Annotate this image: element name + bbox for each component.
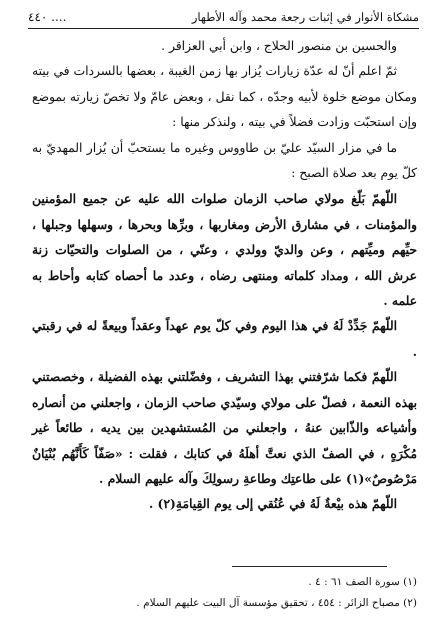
header-dots: .... bbox=[51, 10, 67, 24]
book-title: مشكاة الأنوار في إثبات رجعة محمد وآله الأطهار bbox=[191, 10, 419, 24]
paragraph-2: ثمّ اعلم أنّ له عدّة زيارات يُزار بها زمن الغيبة ، بعضها بالسردات في بيته ومكان موضع خلوة لأبيه وجدّه ، كما نقل ، وبعض عامّ ولا تخصّ زيارته بموضع وإن استحبّت وزادت فضلاً في بيته ، ولنذكر منها : bbox=[32, 64, 417, 130]
running-header bbox=[28, 6, 419, 29]
paragraph-6: اللّهمّ فكما شرّفتني بهذا التشريف ، وفضّلتني بهذه الفضيلة ، وخصصتني بهذه النعمة ، فصلّ على مولاي وسيّدي صاحب الزمان ، واجعلني من أنصاره وأشياعه والذّابين عنهُ ، واجعلني من المُستشهدين بين يديه ، طائعاً غير مُكْرَهٍ ، في الصفّ الذي نعتَّ أهلَهُ في كتابك ، فقلت : «صَفّاً كَأَنَّهُم بُنْيَانٌ مَرْصُوصٌ»(١) على طاعتِك وطاعةِ رسولِكَ وآله عليهم السلام . bbox=[32, 369, 417, 486]
footnote-separator bbox=[232, 566, 387, 567]
paragraph-1: والحسين بن منصور الحلاج ، وابن أبي العزاقر . bbox=[161, 39, 397, 53]
footnotes bbox=[32, 572, 417, 614]
paragraph-5: اللّهمّ جَدِّدْ لَهُ في هذا اليوم وفي كلّ يوم عهداً وعقداً وبيعةً له في رقبتي . bbox=[32, 318, 417, 359]
paragraph-7: اللّهمّ هذه بيْعةٌ لَهُ في عُنُقي إلى يوم القِيامَةِ(٢) . bbox=[149, 496, 397, 512]
footnote-2: (٢) مصباح الزائر : ٤٥٤ ، تحقيق مؤسسة آل البيت عليهم السلام . bbox=[136, 597, 417, 609]
paragraph-3: ما في مزار السيّد عليّ بن طاووس وغيره ما يستحبّ أن يُزار المهديّ به كلّ يوم بعد صلاة الصبح : bbox=[32, 140, 417, 181]
page-body bbox=[32, 34, 417, 517]
paragraph-4: اللّهمّ بَلّغ مولاي صاحب الزمان صلوات الله عليه عن جميع المؤمنين والمؤمنات ، في مشارق الأرض ومغاربها ، وبرِّها وبحرها ، وسهلها وجبلها ، حيِّهم وميِّتهم ، وعن والديّ وولدي ، وعنّي ، من الصلوات والتحيّات زنة عرش الله ، ومداد كلماته ومنتهى رضاه ، وعدد ما أحصاه كتابه وأحاط به علمه . bbox=[32, 191, 417, 309]
page-number: ٤٤٠ bbox=[28, 10, 48, 24]
page-number-block bbox=[28, 10, 66, 24]
footnote-1: (١) سورة الصف ٦١ : ٤ . bbox=[308, 576, 417, 588]
